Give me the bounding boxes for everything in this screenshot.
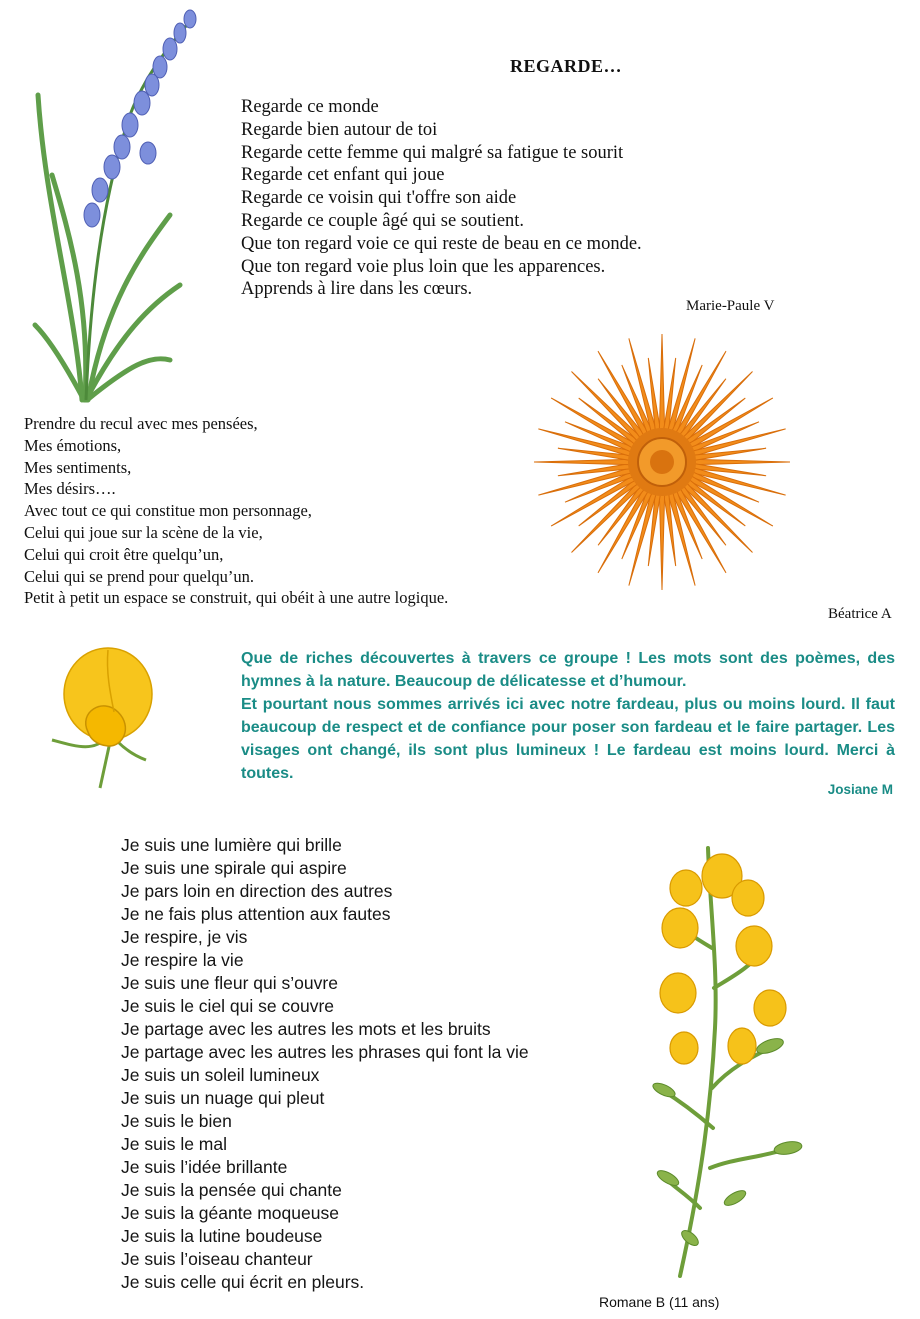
poem-line: Je suis l’idée brillante xyxy=(121,1157,288,1177)
author-signature: Josiane M xyxy=(827,782,893,797)
poem-line: Prendre du recul avec mes pensées, xyxy=(24,414,258,433)
poem-line: Je suis la pensée qui chante xyxy=(121,1180,342,1200)
poem-line: Je respire la vie xyxy=(121,950,244,970)
poem-line: Regarde cet enfant qui joue xyxy=(241,165,445,186)
bluebell-illustration xyxy=(30,5,210,405)
poem-line: Que ton regard voie plus loin que les apparences. xyxy=(241,256,606,277)
poem-line: Je suis la lutine boudeuse xyxy=(121,1226,323,1246)
poem-line: Celui qui se prend pour quelqu’un. xyxy=(24,566,255,586)
testimony-paragraph: Et pourtant nous sommes arrivés ici avec notre fardeau, plus ou moins lourd. Il faut beaucoup de respect et de confiance pour poser son fardeau et le faire partager. Les visages ont changé, ils sont plus lumineux ! Le fardeau est moins lourd. Merci à toutes. xyxy=(241,696,895,782)
poem-line: Regarde ce monde xyxy=(241,97,379,117)
poem-line: Je partage avec les autres les mots et les bruits xyxy=(121,1019,491,1039)
poem-line: Mes émotions, xyxy=(24,435,122,455)
poem-line: Je respire, je vis xyxy=(121,927,248,947)
poem-line: Je partage avec les autres les phrases qui font la vie xyxy=(121,1042,529,1062)
dahlia-petal xyxy=(659,492,664,590)
poem-je-suis xyxy=(121,834,529,1294)
poem-line: Avec tout ce qui constitue mon personnage, xyxy=(24,501,312,521)
poem-line: Que ton regard voie ce qui reste de beau en ce monde. xyxy=(241,233,642,254)
poem-line: Regarde ce voisin qui t'offre son aide xyxy=(241,188,517,209)
gorse-branch-illustration xyxy=(650,828,810,1278)
poem-line: Je suis un nuage qui pleut xyxy=(121,1088,325,1108)
dahlia-illustration xyxy=(530,322,810,612)
poem-line: Regarde bien autour de toi xyxy=(241,119,438,140)
author-signature: Romane B (11 ans) xyxy=(599,1294,720,1310)
dahlia-petal xyxy=(534,459,632,464)
poem-line: Je suis une lumière qui brille xyxy=(121,835,342,855)
poem-line: Je suis celle qui écrit en pleurs. xyxy=(121,1272,365,1292)
poem-line: Je suis le bien xyxy=(121,1111,232,1131)
poem-line: Mes désirs…. xyxy=(24,479,116,499)
dahlia-petal xyxy=(692,459,790,464)
poem-recul xyxy=(24,413,448,609)
poem-regarde xyxy=(241,96,642,301)
poem-line: Celui qui joue sur la scène de la vie, xyxy=(24,522,263,542)
dahlia-petal xyxy=(659,334,664,432)
poem-line: Je ne fais plus attention aux fautes xyxy=(121,904,391,924)
poem-line: Je pars loin en direction des autres xyxy=(121,881,393,901)
author-signature: Béatrice A xyxy=(828,606,892,622)
poem-line: Je suis l’oiseau chanteur xyxy=(121,1249,313,1269)
poem-line: Je suis une fleur qui s’ouvre xyxy=(121,973,338,993)
author-signature: Marie-Paule V xyxy=(686,298,775,314)
gorse-blossom-illustration xyxy=(48,642,178,792)
poem-line: Petit à petit un espace se construit, qui obéit à une autre logique. xyxy=(24,588,449,608)
poem-line: Je suis la géante moqueuse xyxy=(121,1203,339,1223)
poem-line: Je suis le ciel qui se couvre xyxy=(121,996,335,1016)
poem-line: Je suis un soleil lumineux xyxy=(121,1065,320,1085)
testimony-text xyxy=(241,647,895,785)
poem-line: Celui qui croit être quelqu’un, xyxy=(24,544,224,564)
poem-line: Je suis une spirale qui aspire xyxy=(121,858,347,878)
poem-line: Regarde cette femme qui malgré sa fatigue te sourit xyxy=(241,142,624,163)
testimony-paragraph: Que de riches découvertes à travers ce groupe ! Les mots sont des poèmes, des hymnes à la nature. Beaucoup de délicatesse et d’humour. xyxy=(241,650,895,690)
poem-title: REGARDE… xyxy=(510,56,623,76)
poem-line: Apprends à lire dans les cœurs. xyxy=(241,279,473,300)
poem-line: Je suis le mal xyxy=(121,1134,228,1154)
poem-line: Mes sentiments, xyxy=(24,457,132,477)
poem-line: Regarde ce couple âgé qui se soutient. xyxy=(241,210,525,231)
